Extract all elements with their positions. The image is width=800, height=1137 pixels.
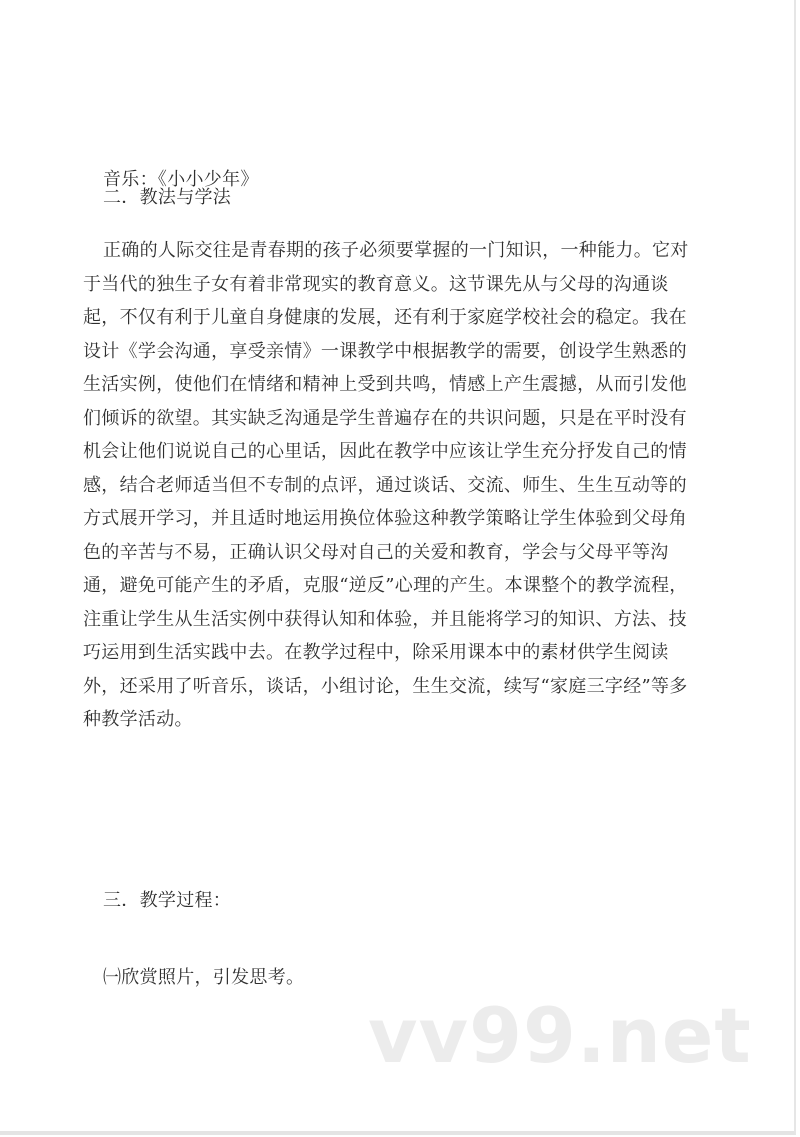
paragraph-line: 们倾诉的欲望。其实缺乏沟通是学生普遍存在的共识问题，只是在平时没有 xyxy=(83,407,687,429)
paragraph-line: 正确的人际交往是青春期的孩子必须要掌握的一门知识，一种能力。它对 xyxy=(103,240,689,261)
paragraph-line: 方式展开学习，并且适时地运用换位体验这种教学策略让学生体验到父母角 xyxy=(83,508,687,529)
paragraph-line: 生活实例，使他们在情绪和精神上受到共鸣，情感上产生震撼，从而引发他 xyxy=(83,374,687,395)
paragraph-line: 色的辛苦与不易，正确认识父母对自己的关爱和教育，学会与父母平等沟 xyxy=(83,541,669,563)
paragraph-line: 机会让他们说说自己的心里话，因此在教学中应该让学生充分抒发自己的情 xyxy=(83,441,687,462)
paragraph-line: 设计《学会沟通，享受亲情》一课教学中根据教学的需要，创设学生熟悉的 xyxy=(83,340,687,362)
paragraph-line: 通，避免可能产生的矛盾，克服“逆反”心理的产生。本课整个的教学流程， xyxy=(83,575,688,596)
paragraph-line: 种教学活动。 xyxy=(83,709,193,730)
paragraph-line: 巧运用到生活实践中去。在教学过程中，除采用课本中的素材供学生阅读 xyxy=(83,642,669,663)
paragraph-line: 外，还采用了听音乐，谈话，小组讨论，生生交流，续写“家庭三字经”等多 xyxy=(83,675,688,697)
paragraph-line: 注重让学生从生活实例中获得认知和体验，并且能将学习的知识、方法、技 xyxy=(83,608,687,630)
section2-paragraph xyxy=(83,234,723,737)
paragraph-line: 感，结合老师适当但不专制的点评，通过谈话、交流、师生、生生互动等的 xyxy=(83,474,687,496)
section3-heading: 三．教学过程： xyxy=(103,890,232,911)
watermark-text: vv99.net xyxy=(368,991,752,1080)
paragraph-line: 起，不仅有利于儿童自身健康的发展，还有利于家庭学校社会的稳定。我在 xyxy=(83,307,687,328)
subsection-1-heading: ㈠欣赏照片，引发思考。 xyxy=(103,967,305,988)
music-line: 音乐：《小小少年》 xyxy=(103,169,259,190)
section2-heading: 二．教法与学法 xyxy=(103,187,232,208)
paragraph-line: 于当代的独生子女有着非常现实的教育意义。这节课先从与父母的沟通谈 xyxy=(83,273,669,295)
